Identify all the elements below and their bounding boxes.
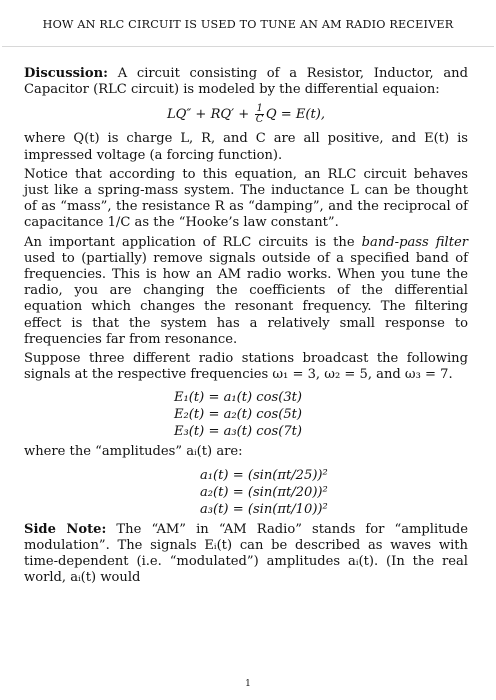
paragraph-spring-mass-analogy: Notice that according to this equation, an RLC circuit behaves just like a spring-mass system. The inductance L can be thought of as “mass”, the resistance R as “damping”, and the reciprocal of capacitance 1/C as the “Hooke’s law constant”.	[24, 166, 468, 231]
side-note-text: The “AM” in “AM Radio” stands for “amplitude modulation”. The signals Eᵢ(t) can be described as waves with time-dependent (i.e. “modulated”) amplitudes aᵢ(t). (In the real world, aᵢ(t) would	[24, 521, 468, 586]
amplitudes-intro: where the “amplitudes” aᵢ(t) are:	[24, 444, 243, 460]
side-note-label: Side Note:	[24, 521, 107, 537]
signal-equation: E₃(t) = a₃(t) cos(7t)	[174, 424, 303, 440]
main-equation	[24, 104, 468, 125]
amplitude-equation: a₃(t) = (sin(πt/10))²	[200, 501, 328, 517]
main-equation-right: Q = E(t),	[265, 107, 326, 123]
discussion-paragraph	[24, 66, 468, 98]
main-equation-left: LQ″ + RQ′ +	[166, 107, 254, 123]
discussion-text: A circuit consisting of a Resistor, Inductor, and Capacitor (RLC circuit) is modeled by the differential equaion:	[24, 66, 468, 98]
band-pass-term: band-pass filter	[361, 234, 468, 250]
amplitude-equation: a₁(t) = (sin(πt/25))²	[200, 467, 328, 483]
band-pass-text-a: An important application of RLC circuits is the	[24, 234, 362, 250]
running-head: HOW AN RLC CIRCUIT IS USED TO TUNE AN AM RADIO RECEIVER	[42, 18, 454, 31]
fraction-one-over-c	[255, 104, 263, 125]
discussion-label: Discussion:	[24, 66, 108, 81]
header-divider	[2, 46, 494, 47]
band-pass-text-b: used to (partially) remove signals outside of a specified band of frequencies. This is how an AM radio works. When you tune the radio, you are changing the coefficients of the differential equation which changes the resonant frequency. The filtering effect is that the system has a relatively small response to frequencies far from resonance.	[24, 250, 468, 347]
signal-equations	[174, 389, 468, 440]
paragraph-radio-frequencies: Suppose three different radio stations broadcast the following signals at the respective frequencies ω₁ = 3, ω₂ = 5, and ω₃ = 7.	[24, 351, 468, 383]
fraction-numerator: 1	[256, 103, 263, 115]
amplitude-equations	[200, 467, 468, 518]
page-content	[24, 66, 468, 589]
paragraph-charge-definition: where Q(t) is charge L, R, and C are all positive, and E(t) is impressed voltage (a forcing function).	[24, 131, 468, 163]
signal-equation: E₁(t) = a₁(t) cos(3t)	[174, 390, 303, 406]
fraction-denominator: C	[255, 114, 264, 126]
signal-equation: E₂(t) = a₂(t) cos(5t)	[174, 407, 303, 423]
amplitude-equation: a₂(t) = (sin(πt/20))²	[200, 484, 328, 500]
page-number: 1	[245, 679, 251, 689]
paragraph-band-pass-filter	[24, 235, 468, 348]
side-note-paragraph	[24, 522, 468, 587]
